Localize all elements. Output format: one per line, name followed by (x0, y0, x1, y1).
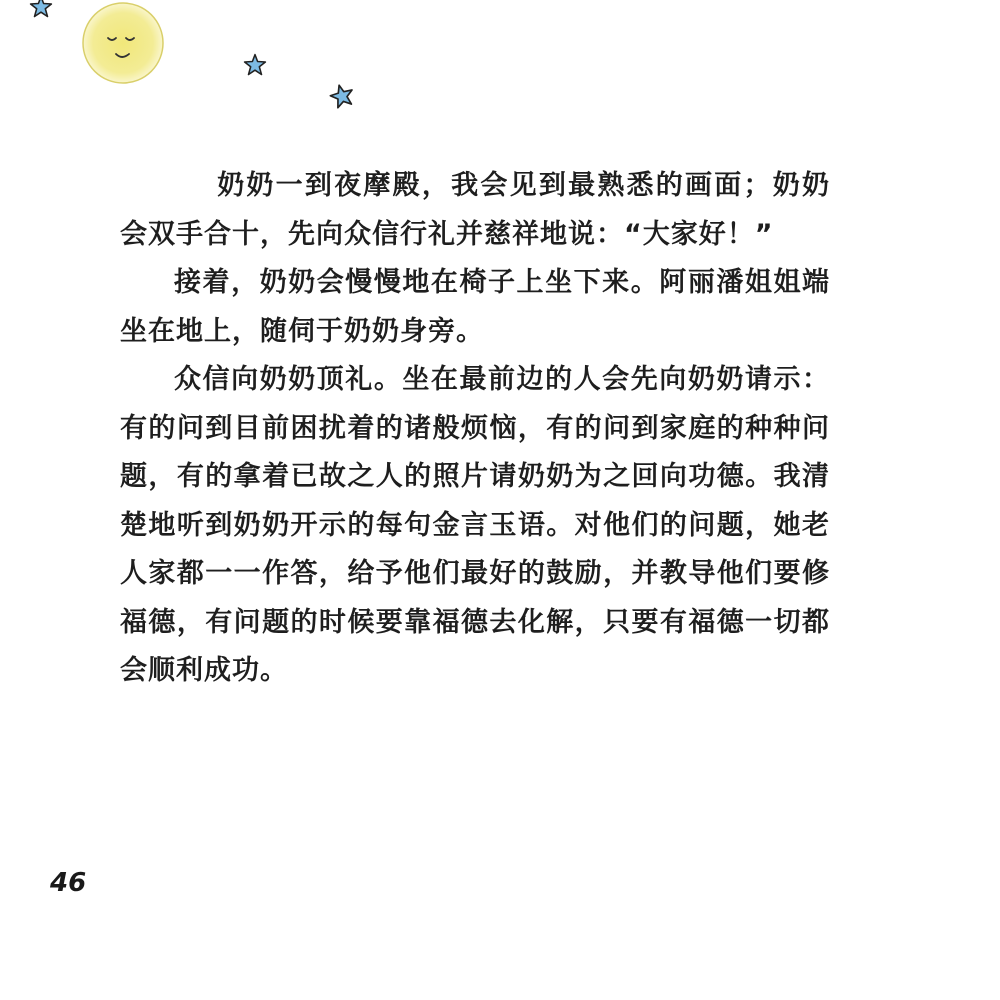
star-icon (242, 52, 268, 78)
star-icon (328, 82, 356, 110)
paragraph: 接着，奶奶会慢慢地在椅子上坐下来。阿丽潘姐姐端坐在地上，随伺于奶奶身旁。 (120, 267, 830, 347)
paragraph: 众信向奶奶顶礼。坐在最前边的人会先向奶奶请示：有的问到目前困扰着的诸般烦恼，有的问到家庭的种种问题，有的拿着已故之人的照片请奶奶为之回向功德。我清楚地听到奶奶开示的每句金言玉语。对他们的问题，她老人家都一一作答，给予他们最好的鼓励，并教导他们要修福德，有问题的时候要靠福德去化解，只要有福德一切都会顺利成功。 (120, 364, 830, 686)
star-icon (28, 0, 54, 20)
page-number: 46 (50, 868, 87, 898)
paragraph: 奶奶一到夜摩殿，我会见到最熟悉的画面；奶奶会双手合十，先向众信行礼并慈祥地说：“大家好！” (120, 170, 830, 250)
story-text (120, 162, 830, 696)
sleeping-moon-icon (80, 0, 166, 86)
